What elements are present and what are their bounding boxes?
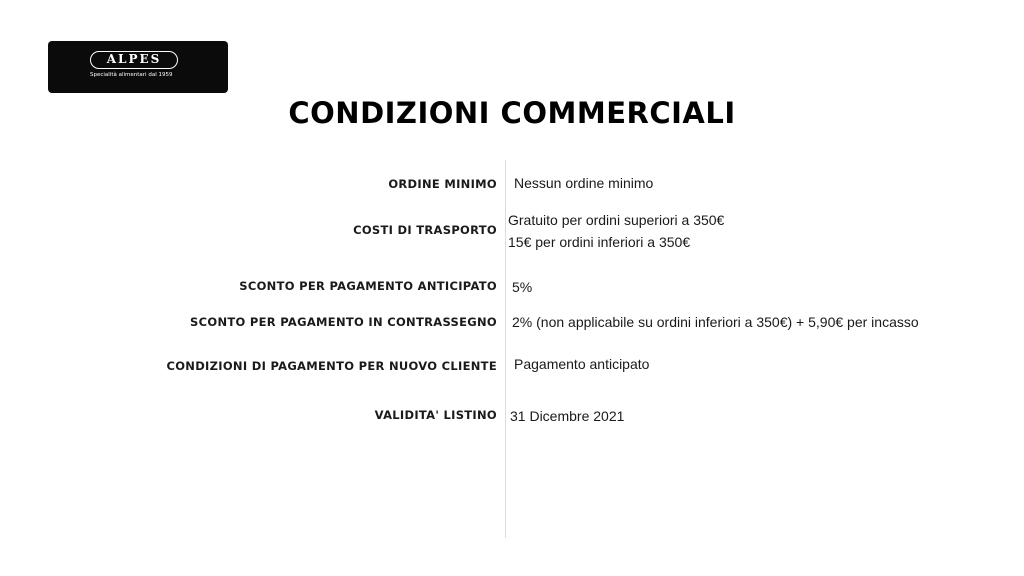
value-line: Gratuito per ordini superiori a 350€ xyxy=(508,212,725,228)
logo-tagline: Specialità alimentari dal 1959 xyxy=(90,72,173,78)
value-line: 2% (non applicabile su ordini inferiori a 350€) + 5,90€ per incasso xyxy=(512,314,919,330)
row-value-sconto-anticipato xyxy=(512,276,532,298)
row-label-sconto-contrassegno: SCONTO PER PAGAMENTO IN CONTRASSEGNO xyxy=(190,315,497,329)
row-label-pagamento-nuovo-cliente: CONDIZIONI DI PAGAMENTO PER NUOVO CLIENTE xyxy=(166,359,497,373)
row-label-sconto-anticipato: SCONTO PER PAGAMENTO ANTICIPATO xyxy=(239,279,497,293)
row-value-ordine-minimo xyxy=(514,172,653,194)
column-divider xyxy=(505,160,506,538)
row-label-ordine-minimo: ORDINE MINIMO xyxy=(388,177,497,191)
value-line: Nessun ordine minimo xyxy=(514,175,654,191)
brand-logo xyxy=(48,41,228,93)
page-title: CONDIZIONI COMMERCIALI xyxy=(288,96,736,130)
value-line: Pagamento anticipato xyxy=(514,356,650,372)
row-value-pagamento-nuovo-cliente xyxy=(514,353,649,375)
value-line: 5% xyxy=(512,279,533,295)
row-value-costi-trasporto xyxy=(508,209,724,253)
logo-wordmark: ALPES xyxy=(90,51,178,69)
row-value-sconto-contrassegno xyxy=(512,311,919,333)
row-value-validita-listino xyxy=(510,405,624,427)
value-line: 15€ per ordini inferiori a 350€ xyxy=(508,234,691,250)
value-line: 31 Dicembre 2021 xyxy=(510,408,625,424)
row-label-validita-listino: VALIDITA' LISTINO xyxy=(374,408,497,422)
row-label-costi-trasporto: COSTI DI TRASPORTO xyxy=(353,223,497,237)
